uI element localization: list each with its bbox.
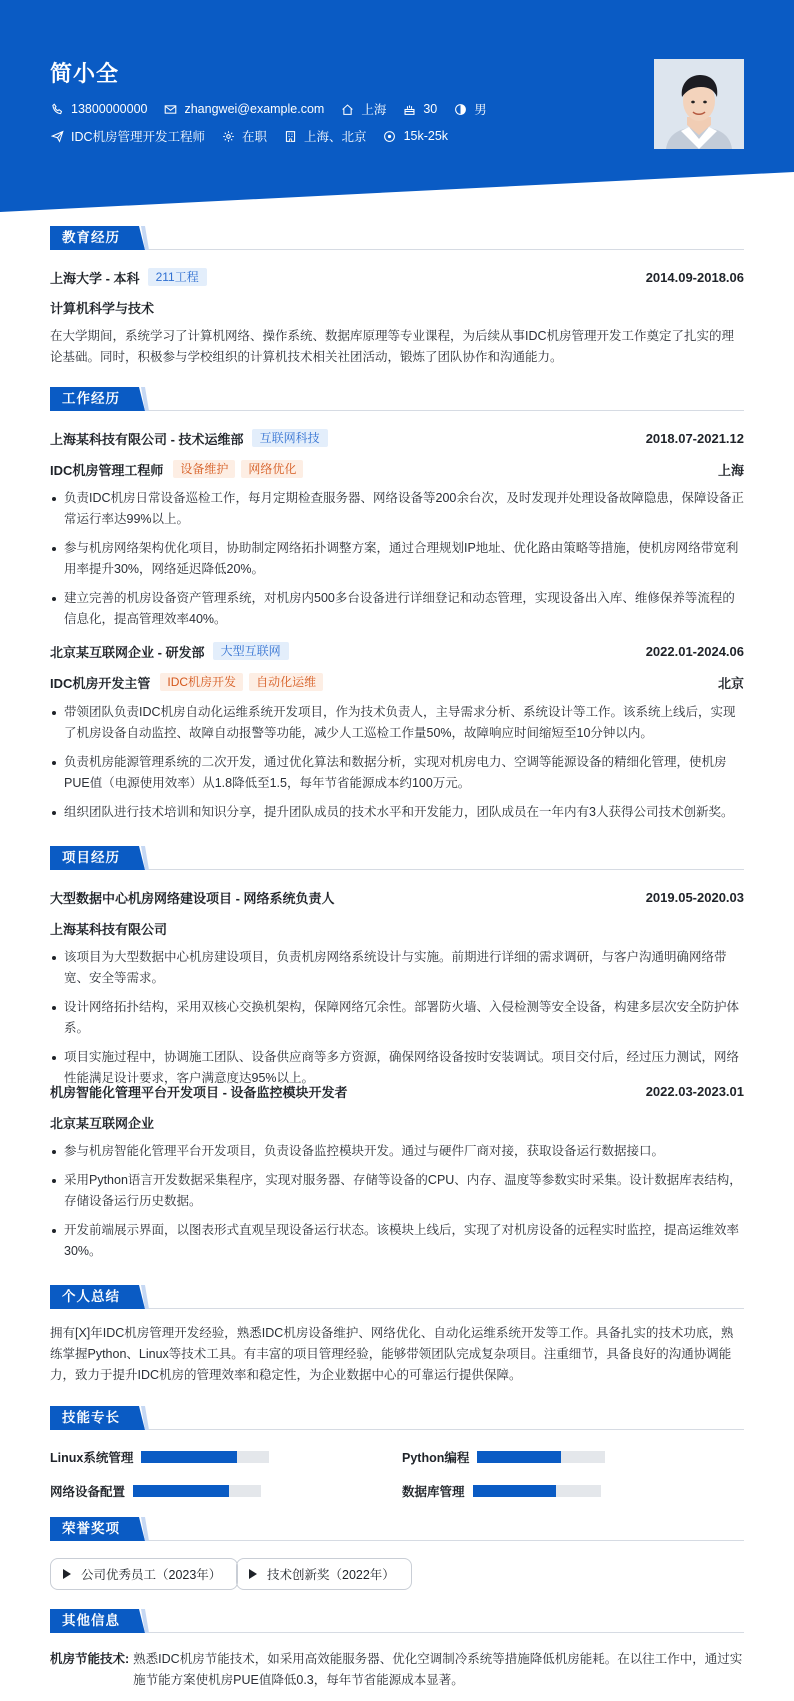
gender-item (453, 100, 487, 118)
skill-name: Linux系统管理 (50, 1451, 134, 1465)
award-item (236, 1558, 412, 1590)
candidate-name: 简小全 (50, 61, 120, 86)
skills-title: 技能专长 (50, 1406, 132, 1430)
skill-bar (133, 1485, 261, 1497)
skill-bar-fill (473, 1485, 556, 1497)
contact-row (50, 100, 503, 118)
skill-bar-fill (477, 1451, 560, 1463)
phone-item (50, 102, 147, 116)
skill-bar (477, 1451, 605, 1463)
list-item: 参与机房网络架构优化项目，协助制定网络拓扑调整方案，通过合理规划IP地址、优化路由策略等措施，使机房网络带宽利用率提升30%，网络延迟降低20%。 (50, 538, 744, 580)
work-2-company: 北京某互联网企业 - 研发部 (50, 644, 205, 660)
skill-bar (473, 1485, 601, 1497)
list-item: 带领团队负责IDC机房自动化运维系统开发项目，作为技术负责人，主导需求分析、系统设计等工作。该系统上线后，实现了机房设备自动监控、故障自动报警等功能，减少人工巡检工作量50%，故障响应时间缩短至10分钟以内。 (50, 702, 744, 744)
phone-text: 13800000000 (71, 102, 148, 116)
age-item (402, 102, 437, 116)
target-city-text: 上海、北京 (304, 130, 367, 144)
position-item (50, 127, 205, 145)
cake-icon (402, 102, 416, 116)
avatar-illustration (654, 59, 744, 149)
title-tail-decoration (131, 226, 149, 250)
skill-item (50, 1448, 269, 1466)
title-tail-decoration (131, 1517, 149, 1541)
work-1-skill-tag: 网络优化 (241, 460, 303, 478)
work-2-location: 北京 (717, 675, 744, 691)
gender-icon (453, 102, 467, 116)
work-1-head (50, 428, 744, 448)
projects-title: 项目经历 (50, 846, 132, 870)
work-2-title: IDC机房开发主管 (50, 675, 151, 691)
education-date: 2014.09-2018.06 (645, 269, 744, 285)
city-item (340, 100, 386, 118)
skill-name: Python编程 (402, 1451, 470, 1465)
project-2-head (50, 1081, 744, 1101)
school-name: 上海大学 - 本科 (50, 270, 140, 286)
list-item: 该项目为大型数据中心机房建设项目，负责机房网络系统设计与实施。前期进行详细的需求调研，与客户沟通明确网络带宽、安全等需求。 (50, 947, 744, 989)
other-section-header (50, 1609, 744, 1633)
title-tail-decoration (131, 1406, 149, 1430)
work-section-header (50, 387, 744, 411)
work-1-skill-tag: 设备维护 (173, 460, 235, 478)
salary-item (383, 129, 448, 143)
title-tail-decoration (131, 846, 149, 870)
skill-item (50, 1482, 261, 1500)
title-tail-decoration (131, 1609, 149, 1633)
award-item (50, 1558, 238, 1590)
mail-icon (163, 102, 177, 116)
major-name: 计算机科学与技术 (50, 300, 155, 316)
project-1-date: 2019.05-2020.03 (645, 889, 744, 905)
skill-name: 数据库管理 (402, 1485, 465, 1499)
home-icon (340, 102, 354, 116)
salary-text: 15k-25k (403, 129, 449, 143)
project-1-bullets (50, 947, 744, 1097)
city-text: 上海 (361, 103, 387, 117)
play-icon (249, 1569, 257, 1579)
work-1-bullets (50, 488, 744, 638)
award-text: 公司优秀员工（2023年） (81, 1568, 222, 1582)
title-tail-decoration (131, 387, 149, 411)
skill-item (402, 1482, 601, 1500)
summary-section-header (50, 1285, 744, 1309)
section-divider (50, 249, 744, 250)
list-item: 设计网络拓扑结构，采用双核心交换机架构，保障网络冗余性。部署防火墙、入侵检测等安全设备，构建多层次安全防护体系。 (50, 997, 744, 1039)
summary-title: 个人总结 (50, 1285, 132, 1309)
education-head (50, 267, 744, 287)
work-1-location: 上海 (717, 462, 744, 478)
work-2-head (50, 641, 744, 661)
list-item: 项目实施过程中，协调施工团队、设备供应商等多方资源，确保网络设备按时安装调试。项目交付后，经过压力测试，网络性能满足设计要求，客户满意度达95%以上。 (50, 1047, 744, 1089)
work-2-role-row (50, 672, 744, 692)
project-2-company-row (50, 1112, 744, 1132)
work-title: 工作经历 (50, 387, 132, 411)
resume-header (0, 0, 794, 212)
position-text: IDC机房管理开发工程师 (71, 130, 206, 144)
title-tail-decoration (131, 1285, 149, 1309)
projects-section-header (50, 846, 744, 870)
project-2-date: 2022.03-2023.01 (645, 1083, 744, 1099)
gender-text: 男 (474, 103, 487, 117)
work-2-industry-tag: 大型互联网 (213, 642, 289, 660)
profile-photo (654, 59, 744, 149)
other-title: 其他信息 (50, 1609, 132, 1633)
work-2-skill-tag: IDC机房开发 (160, 673, 243, 691)
target-city-item (283, 127, 367, 145)
work-1-company: 上海某科技有限公司 - 技术运维部 (50, 431, 244, 447)
skill-name: 网络设备配置 (50, 1485, 126, 1499)
send-icon (50, 129, 64, 143)
section-divider (50, 1632, 744, 1633)
summary-text: 拥有[X]年IDC机房管理开发经验，熟悉IDC机房设备维护、网络优化、自动化运维系统开发等工作。具备扎实的技术功底，熟练掌握Python、Linux等技术工具。有丰富的项目管理经验，能够带领团队完成复杂项目。注重细节，具备良好的沟通协调能力，致力于提升IDC机房的管理效率和稳定性，为企业数据中心的可靠运行提供保障。 (50, 1326, 734, 1382)
project-1-head (50, 887, 744, 907)
work-2-date: 2022.01-2024.06 (645, 643, 744, 659)
section-divider (50, 1308, 744, 1309)
awards-title: 荣誉奖项 (50, 1517, 132, 1541)
project-2-bullets (50, 1141, 744, 1270)
list-item: 采用Python语言开发数据采集程序，实现对服务器、存储等设备的CPU、内存、温度等参数实时采集。设计数据库表结构，存储设备运行历史数据。 (50, 1170, 744, 1212)
gear-icon (221, 129, 235, 143)
section-divider (50, 410, 744, 411)
skill-bar-fill (133, 1485, 229, 1497)
money-icon (383, 129, 397, 143)
work-2-skill-tag: 自动化运维 (249, 673, 323, 691)
skill-bar-fill (141, 1451, 237, 1463)
building-icon (283, 129, 297, 143)
status-item (221, 127, 267, 145)
skill-bar (141, 1451, 269, 1463)
work-1-date: 2018.07-2021.12 (645, 430, 744, 446)
email-item (163, 102, 324, 116)
education-section-header (50, 226, 744, 250)
list-item: 参与机房智能化管理平台开发项目，负责设备监控模块开发。通过与硬件厂商对接，获取设备运行数据接口。 (50, 1141, 744, 1162)
other-info-value: 熟悉IDC机房节能技术，如采用高效能服务器、优化空调制冷系统等措施降低机房能耗。在以往工作中，通过实施节能方案使机房PUE值降低0.3，每年节省能源成本显著。 (133, 1652, 743, 1687)
email-text: zhangwei@example.com (184, 102, 325, 116)
work-1-industry-tag: 互联网科技 (252, 429, 328, 447)
list-item: 建立完善的机房设备资产管理系统，对机房内500多台设备进行详细登记和动态管理，实现设备出入库、维修保养等流程的信息化，提高管理效率40%。 (50, 588, 744, 630)
list-item: 负责IDC机房日常设备巡检工作，每月定期检查服务器、网络设备等200余台次，及时发现并处理设备故障隐患，保障设备正常运行率达99%以上。 (50, 488, 744, 530)
play-icon (63, 1569, 71, 1579)
list-item: 组织团队进行技术培训和知识分享，提升团队成员的技术水平和开发能力，团队成员在一年内有3人获得公司技术创新奖。 (50, 802, 744, 823)
awards-section-header (50, 1517, 744, 1541)
section-divider (50, 1540, 744, 1541)
section-divider (50, 1429, 744, 1430)
work-1-title: IDC机房管理工程师 (50, 462, 164, 478)
skills-section-header (50, 1406, 744, 1430)
project-1-company-row (50, 918, 744, 938)
education-desc: 在大学期间，系统学习了计算机网络、操作系统、数据库原理等专业课程，为后续从事IDC机房管理开发工作奠定了扎实的理论基础。同时，积极参与学校组织的计算机技术相关社团活动，锻炼了团队协作和沟通能力。 (50, 329, 735, 364)
project-1-company: 上海某科技有限公司 (50, 921, 168, 937)
other-info-row (50, 1649, 744, 1691)
job-intent-row (50, 127, 464, 145)
list-item: 开发前端展示界面，以图表形式直观呈现设备运行状态。该模块上线后，实现了对机房设备的远程实时监控，提高运维效率30%。 (50, 1220, 744, 1262)
list-item: 负责机房能源管理系统的二次开发，通过优化算法和数据分析，实现对机房电力、空调等能源设备的精细化管理，使机房PUE值（电源使用效率）从1.8降低至1.5，每年节省能源成本约100万元。 (50, 752, 744, 794)
section-divider (50, 869, 744, 870)
phone-icon (50, 102, 64, 116)
school-tag: 211工程 (148, 268, 207, 286)
skill-item (402, 1448, 605, 1466)
award-text: 技术创新奖（2022年） (267, 1568, 395, 1582)
project-2-company: 北京某互联网企业 (50, 1115, 155, 1131)
education-title: 教育经历 (50, 226, 132, 250)
project-1-name: 大型数据中心机房网络建设项目 - 网络系统负责人 (50, 890, 335, 906)
age-text: 30 (423, 102, 438, 116)
major-row (50, 297, 744, 317)
work-1-role-row (50, 459, 744, 479)
project-2-name: 机房智能化管理平台开发项目 - 设备监控模块开发者 (50, 1084, 348, 1100)
work-2-bullets (50, 702, 744, 831)
status-text: 在职 (242, 130, 268, 144)
other-info-label: 机房节能技术: (50, 1652, 130, 1666)
